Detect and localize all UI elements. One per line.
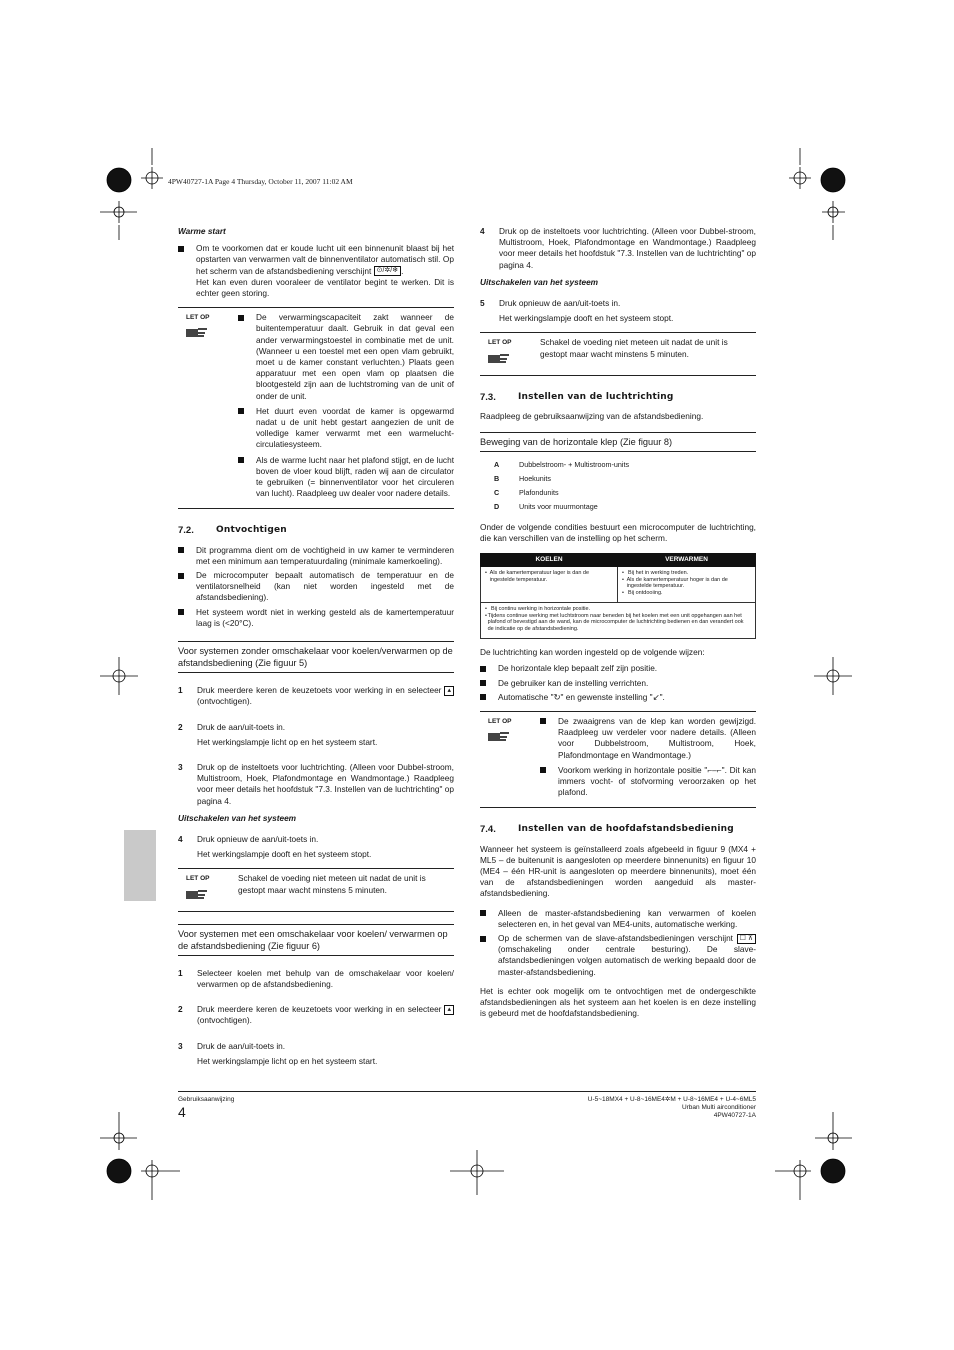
section-heading-7-4: 7.4. Instellen van de hoofdafstandsbediening [480,824,734,836]
table-cell: • Als de kamertemperatuur lager is dan de ingestelde temperatuur. [481,567,618,603]
bullet-square-icon [178,573,184,579]
note-text: Schakel de voeding niet meteen uit nadat de unit is gestopt maar wacht minstens 5 minuten. [238,873,426,895]
footer-model-info: U-5~18MX4 + U-8~16ME4✲M + U-8~16ME4 + U-4~6ML5 Urban Multi airconditioner 4PW40727-1A [587,1096,756,1119]
paragraph: De luchtrichting kan worden ingesteld op de volgende wijzen: [480,647,705,658]
list-item: Op de schermen van de slave-afstandsbedieningen verschijnt ☐ ⊼ (omschakeling onder centrale besturing). De slave-afstandsbedieningen volgen automatisch de werking bepaald door de master-afstandsbediening. [498,933,756,977]
step: 2 Druk meerdere keren de keuzetoets voor werking in en selecteer ▴ (ontvochtigen). [178,1004,454,1026]
pointing-hand-icon [488,353,510,365]
note-item: Voorkom werking in horizontale positie "⌐–⌐". Dit kan immers vocht- of stofvorming veroorzaken op het plafond. [558,764,756,798]
list-item: De microcomputer bepaalt automatisch de temperatuur en de ventilatorsnelheid (kan niet worden ingesteld met de afstandsbediening). [196,570,454,603]
bullet-square-icon [238,457,244,463]
note-item: Als de warme lucht naar het plafond stijgt, en de lucht boven de vloer koud blijft, raden wij aan de circulator te gebruiken (= binnenventilator voor het circuleren van lucht). Raadpleeg uw dealer voor nadere details. [256,454,454,499]
subsection-box-figure-8: Beweging van de horizontale klep (Zie figuur 8) [480,432,756,452]
step: 4 Druk opnieuw de aan/uit-toets in. [178,833,319,844]
swing-icon: ↻ [553,691,561,702]
bullet-square-icon [480,910,486,916]
step: 4 Druk op de insteltoets voor luchtrichting. (Alleen voor Dubbel-stroom, Multistroom, Hoek, Plafondmontage en Wandmontage.) Raadpleeg voor meer details het hoofdstuk "7.3. Instellen van de luchtrichting" op pagina 4. [480,226,756,270]
legend-row: C Plafondunits [494,488,559,498]
unit-type-legend [494,458,756,514]
paragraph: Wanneer het systeem is geïnstalleerd zoals afgebeeld in figuur 9 (MX4 + ML5 – de buitenunit is aangesloten op meerdere binnenunits) en figuur 10 (ME4 – één HR-unit is aangesloten op meerdere binnenunits), moet één van de afstandsbedieningen worden aangeduid als master-afstandsbediening. [480,843,756,899]
step-result: Het werkingslampje dooft en het systeem stopt. [499,313,674,324]
section-heading-7-2: 7.2. Ontvochtigen [178,525,287,537]
table-cell: • Bij het in werking treden. • Als de kamertemperatuur hoger is dan de ingestelde temperatuur. • Bij ontdooiing. [617,567,755,603]
pointing-hand-icon [186,327,208,339]
warm-start-title: Warme start [178,226,226,236]
note-item: De zwaaigrens van de klep kan worden gewijzigd. Raadpleeg uw verdeler voor nadere details. (Alleen voor Dubbelstroom, Multistroom, Hoek, Plafondmontage en Wandmontage.) [558,715,756,760]
list-item: Alleen de master-afstandsbediening kan verwarmen of koelen selecteren en, in het geval van ME4-units, automatische werking. [498,907,756,929]
dehumidify-icon: ▴ [444,1005,454,1015]
bullet-square-icon [238,315,244,321]
footer-divider [178,1091,756,1092]
right-column [480,226,756,1027]
subsection-box-figure-6: Voor systemen met een omschakelaar voor koelen/ verwarmen op de afstandsbediening (Zie figuur 6) [178,924,454,956]
table-cell: • Bij continu werking in horizontale positie. • Tijdens continue werking met luchtstroom naar beneden bij het koelen met een unit opgehangen aan het plafond of bevestigd aan de wand, kan de microcomputer de luchtrichting bedienen en dan verandert ook de indicatie op de afstandsbediening. [481,603,756,639]
bullet-square-icon [480,680,486,686]
pointing-hand-icon [488,731,510,743]
bullet-square-icon [178,246,184,252]
note-text: Schakel de voeding niet meteen uit nadat de unit is gestopt maar wacht minstens 5 minuten. [540,337,728,359]
page-number: 4 [178,1104,186,1120]
subsection-box-figure-5: Voor systemen zonder omschakelaar voor koelen/verwarmen op de afstandsbediening (Zie figuur 5) [178,641,454,673]
dehumidify-icon: ▴ [444,686,454,696]
bullet-square-icon [540,767,546,773]
bullet-square-icon [480,666,486,672]
bullet-square-icon [480,936,486,942]
fixed-direction-icon: ↙ [652,691,660,702]
note-item: De verwarmingscapaciteit zakt wanneer de buitentemperatuur daalt. Gebruik in dat geval een ander verwarmingstoestel in combinatie met de unit. (Wanneer u een toestel met een open vlam gebruikt, moet u de kamer constant verluchten.) Plaats geen apparatuur met een open vlam op plaatsen die blootgesteld zijn aan de luchtstroming van de unit of onder de unit. [256,312,454,401]
table-header: VERWARMEN [617,553,755,567]
step-result: Het werkingslampje dooft en het systeem stopt. [197,849,372,860]
off-title: Uitschakelen van het systeem [178,812,297,823]
step: 1 Druk meerdere keren de keuzetoets voor werking in en selecteer ▴ (ontvochtigen). [178,685,454,707]
warm-start-bullet: Om te voorkomen dat er koude lucht uit een binnenunit blaast bij het opstarten van verwarmen valt de binnenventilator automatisch stil. Op het scherm van de afstandsbediening verschijnt ⊙/✲/❄ . Het kan even duren vooraleer de ventilator begint te werken. Dit is echter geen storing. [178,243,454,299]
list-item: De horizontale klep bepaalt zelf zijn positie. [498,663,658,674]
horizontal-position-icon: ⌐–⌐ [707,764,722,775]
section-heading-7-3: 7.3. Instellen van de luchtrichting [480,391,674,403]
paragraph: Onder de volgende condities bestuurt een microcomputer de luchtrichting, die kan verschillen van de instelling op het scherm. [480,522,756,544]
step: 2 Druk de aan/uit-toets in. [178,721,286,732]
step: 3 Druk op de insteltoets voor luchtrichting. (Alleen voor Dubbel-stroom, Multistroom, Hoek, Plafondmontage en Wandmontage.) Raadpleeg voor meer details het hoofdstuk "7.3. Instellen van de luchtrichting" op pagina 4. [178,761,454,806]
legend-row: D Units voor muurmontage [494,502,598,512]
list-item: Automatische "↻" en gewenste instelling "↙". [498,691,665,702]
pointing-hand-icon [186,889,208,901]
step-result: Het werkingslampje licht op en het systeem start. [197,736,378,747]
list-item: Dit programma dient om de vochtigheid in uw kamer te verminderen met een minimum aan temperatuurdaling (minimale kamerkoeling). [196,544,454,566]
central-control-icon: ☐ ⊼ [737,934,756,944]
note-item: Het duurt even voordat de kamer is opgewarmd nadat u de unit hebt gestart aangezien de unit de volledige kamer verwarmt met een warmelucht-circulatiesysteem. [256,405,454,450]
bullet-square-icon [540,718,546,724]
note-block: LET OP De zwaaigrens van de klep kan worden gewijzigd. Raadpleeg uw verdeler voor nadere details. (Alleen voor Dubbelstroom, Multistroom, Hoek, Plafondmontage en Wandmontage.) Voorkom werking in horizontale positie "⌐–⌐". Dit kan immers vocht- of stofvorming veroorzaken op het plafond. [480,711,756,808]
paragraph: Raadpleeg de gebruiksaanwijzing van de afstandsbediening. [480,411,704,422]
list-item: Het systeem wordt niet in werking gesteld als de kamertemperatuur laag is (<20°C). [196,606,454,628]
bullet-square-icon [238,408,244,414]
table-header: KOELEN [481,553,618,567]
step: 5 Druk opnieuw de aan/uit-toets in. [480,298,621,309]
note-block: LET OP De verwarmingscapaciteit zakt wanneer de buitentemperatuur daalt. Gebruik in dat geval een ander verwarmingstoestel in combinatie met de unit. (Wanneer u een toestel met een open vlam gebruikt, moet u de kamer constant verluchten.) Plaats geen apparatuur met een open vlam op plaatsen die blootgesteld zijn aan de luchtstroming van de unit of onder de unit. Het duurt even voordat de kamer is opgewarmd nadat u de unit hebt gestart aangezien de unit de volledige kamer verwarmt met een warmelucht-circulatiesysteem. Als de warme lucht naar het plafond stijgt, en de lucht boven de vloer koud blijft, raden wij aan de circulator te gebruiken (= binnenventilator voor het circuleren van lucht). Raadpleeg uw dealer voor nadere details. [178,307,454,509]
print-header: 4PW40727-1A Page 4 Thursday, October 11, 2007 11:02 AM [168,177,353,186]
note-block: LET OP Schakel de voeding niet meteen uit nadat de unit is gestopt maar wacht minstens 5 minuten. [480,332,756,375]
bullet-square-icon [480,694,486,700]
warm-start-display-icon: ⊙/✲/❄ [374,266,402,276]
list-item: De gebruiker kan de instelling verrichten. [498,677,649,688]
legend-row: A Dubbelstroom- + Multistroom-units [494,460,630,470]
note-block: LET OP Schakel de voeding niet meteen uit nadat de unit is gestopt maar wacht minstens 5 minuten. [178,868,454,911]
bullet-square-icon [178,547,184,553]
off-title: Uitschakelen van het systeem [480,276,599,287]
footer-doc-title: Gebruiksaanwijzing [178,1096,235,1103]
bullet-square-icon [178,609,184,615]
step: 3 Druk de aan/uit-toets in. [178,1040,286,1051]
paragraph: Het is echter ook mogelijk om te ontvochtigen met de ondergeschikte afstandsbedieningen als het systeem aan het koelen is en deze instelling is gebeurd met de hoofdafstandsbediening. [480,985,756,1019]
condition-table [480,553,756,640]
step-result: Het werkingslampje licht op en het systeem start. [197,1055,378,1066]
chapter-tab [124,830,156,901]
left-column [178,226,454,1081]
step: 1 Selecteer koelen met behulp van de omschakelaar voor koelen/ verwarmen op de afstandsbediening. [178,967,454,989]
legend-row: B Hoekunits [494,474,551,484]
